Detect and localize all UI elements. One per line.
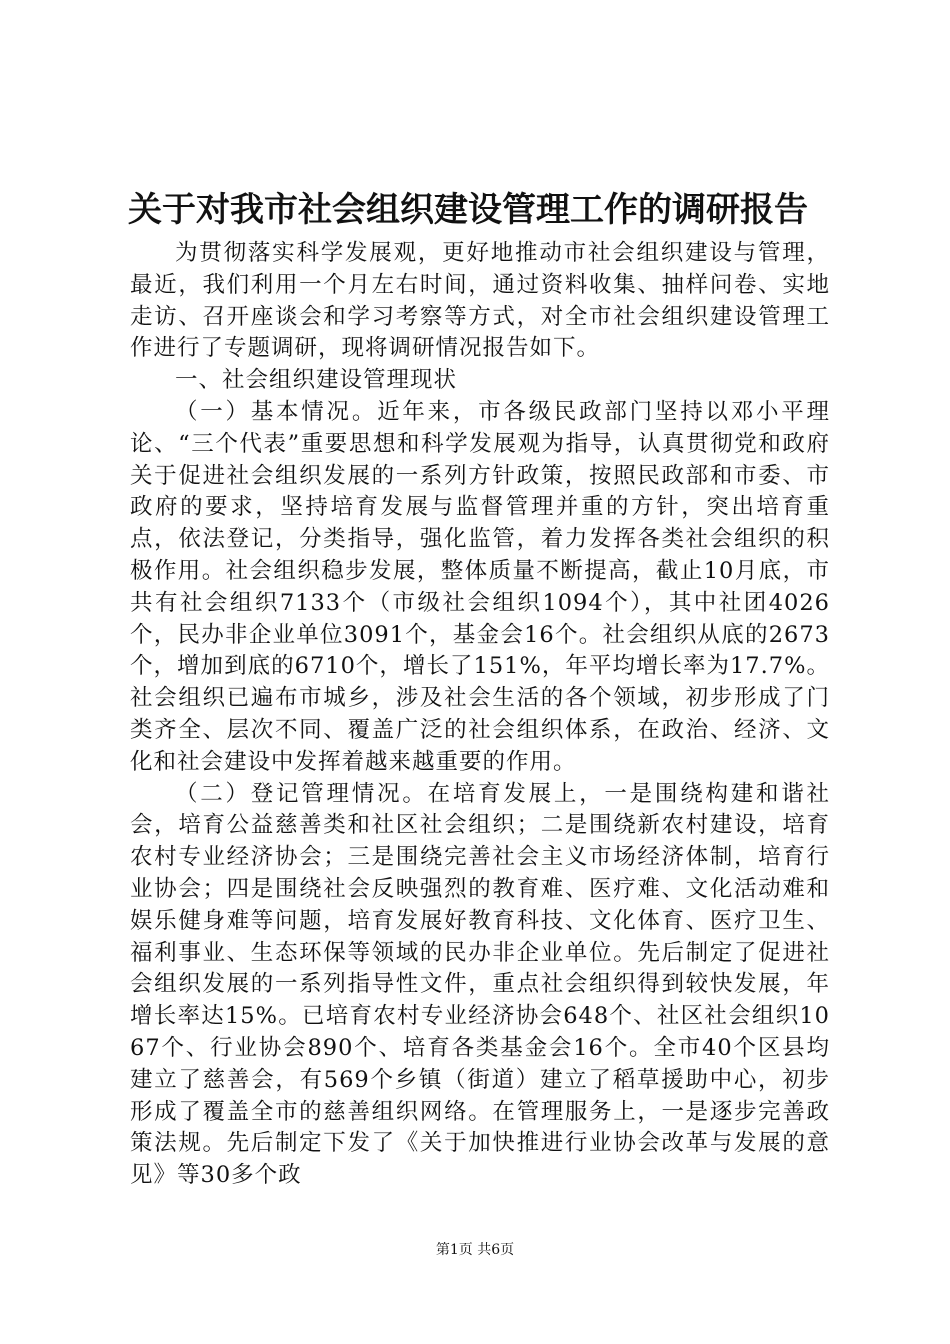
intro-paragraph: 为贯彻落实科学发展观，更好地推动市社会组织建设与管理，最近，我们利用一个月左右时间，通过资料收集、抽样问卷、实地走访、召开座谈会和学习考察等方式，对全市社会组织建设管理工作进行了专题调研，现将调研情况报告如下。 (130, 240, 830, 362)
basic-situation-paragraph: （一）基本情况。近年来，市各级民政部门坚持以邓小平理论、“三个代表”重要思想和科学发展观为指导，认真贯彻党和政府关于促进社会组织发展的一系列方针政策，按照民政部和市委、市政府的要求，坚持培育发展与监督管理并重的方针，突出培育重点，依法登记，分类指导，强化监管，着力发挥各类社会组织的积极作用。社会组织稳步发展，整体质量不断提高，截止10月底，市共有社会组织7133个（市级社会组织1094个），其中社团4026个，民办非企业单位3091个，基金会16个。社会组织从底的2673个，增加到底的6710个，增长了151%，年平均增长率为17.7%。社会组织已遍布市城乡，涉及社会生活的各个领域，初步形成了门类齐全、层次不同、覆盖广泛的社会组织体系，在政治、经济、文化和社会建设中发挥着越来越重要的作用。 (130, 398, 830, 775)
document-body (130, 238, 830, 1192)
section-heading: 一、社会组织建设管理现状 (175, 367, 458, 394)
document-title: 关于对我市社会组织建设管理工作的调研报告 (128, 190, 808, 230)
registration-management-paragraph: （二）登记管理情况。在培育发展上，一是围绕构建和谐社会，培育公益慈善类和社区社会组织；二是围绕新农村建设，培育农村专业经济协会；三是围绕完善社会主义市场经济体制，培育行业协会；四是围绕社会反映强烈的教育难、医疗难、文化活动难和娱乐健身难等问题，培育发展好教育科技、文化体育、医疗卫生、福利事业、生态环保等领域的民办非企业单位。先后制定了促进社会组织发展的一系列指导性文件，重点社会组织得到较快发展，年增长率达15%。已培育农村专业经济协会648个、社区社会组织1067个、行业协会890个、培育各类基金会16个。全市40个区县均建立了慈善会，有569个乡镇（街道）建立了稻草援助中心，初步形成了覆盖全市的慈善组织网络。在管理服务上，一是逐步完善政策法规。先后制定下发了《关于加快推进行业协会改革与发展的意见》等30多个政 (130, 780, 830, 1189)
page-number-footer: 第1页 共6页 (435, 1242, 515, 1258)
